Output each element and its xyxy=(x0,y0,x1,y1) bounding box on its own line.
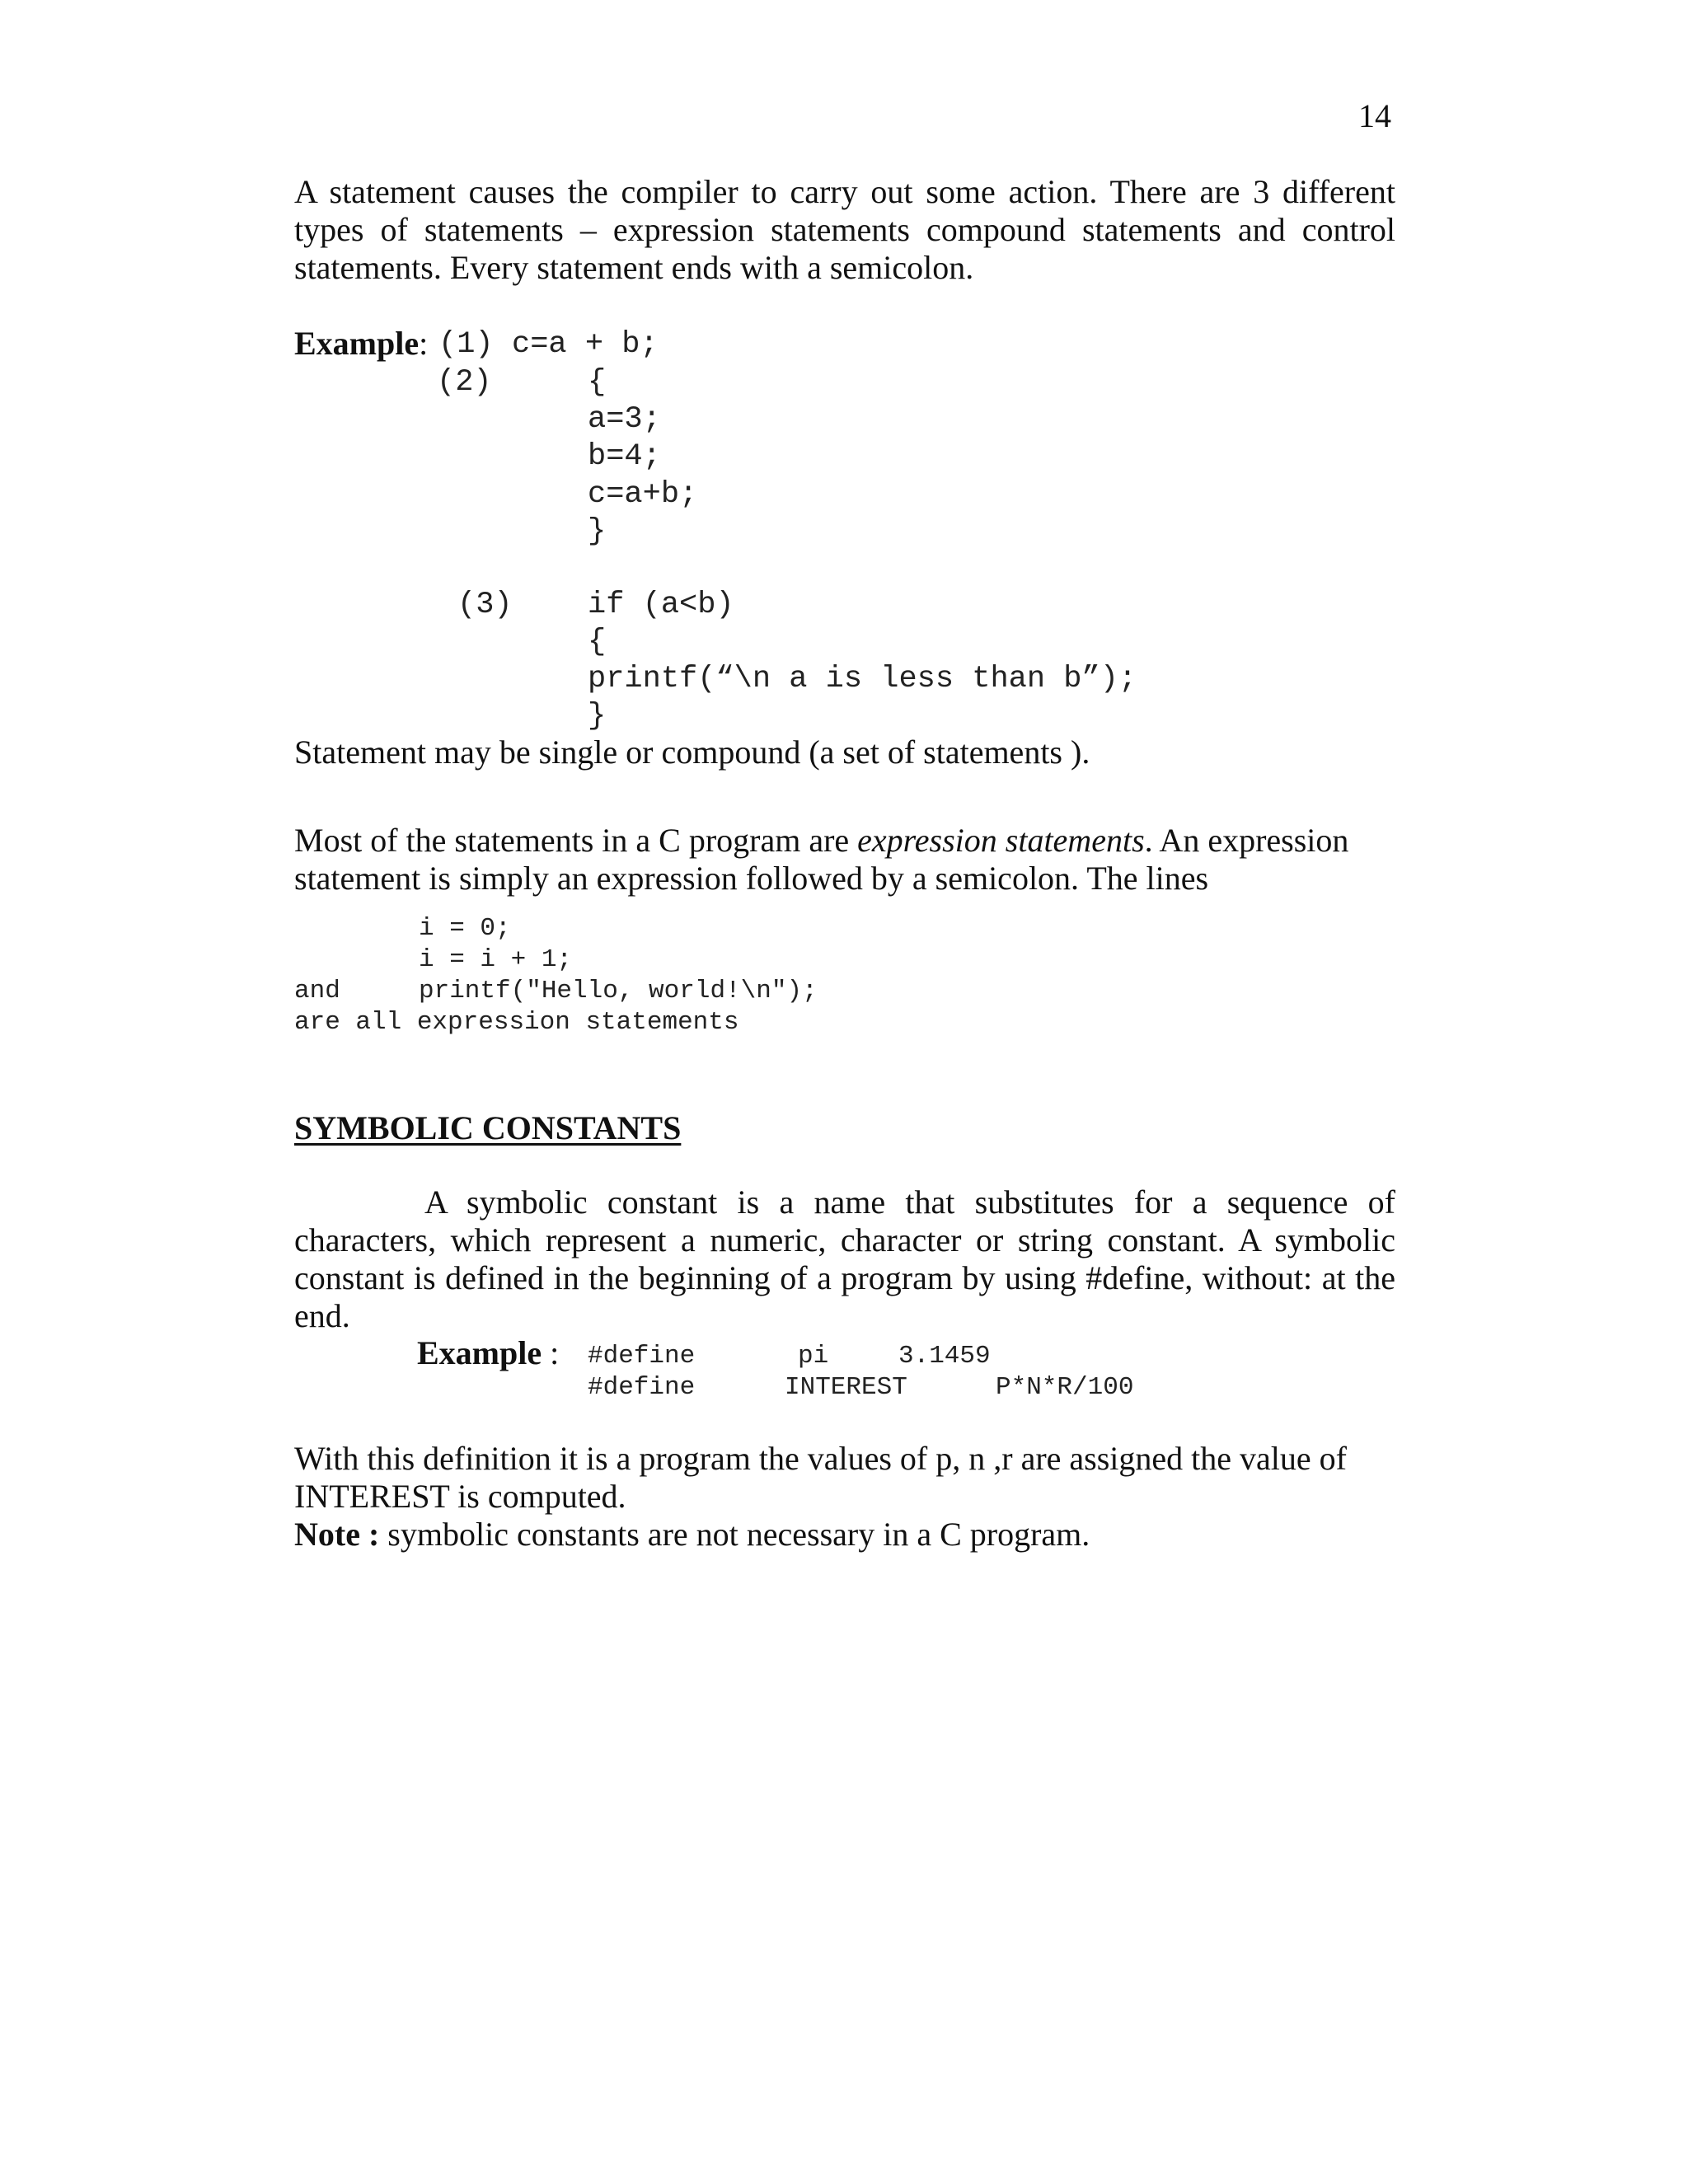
code-line: { xyxy=(588,625,607,659)
constant-value: 3.1459 xyxy=(898,1342,991,1371)
code-line: b=4; xyxy=(588,439,661,474)
code-directive: #define xyxy=(588,1373,696,1402)
example-label: Example: xyxy=(294,325,429,362)
example-number-1: (1) xyxy=(438,327,494,362)
code-line: c=a+b; xyxy=(588,477,698,512)
code-line: printf(“\n a is less than b”); xyxy=(588,662,1137,696)
code-line: a=3; xyxy=(588,402,661,437)
code-line: } xyxy=(588,514,607,549)
symbolic-paragraph: A symbolic constant is a name that substitutes for a sequence of characters, which represent a numeric, character or string constant. A symbolic constant is defined in the beginning of a program by using #define, without: at the end. xyxy=(294,1183,1395,1334)
expression-paragraph-line-2: statement is simply an expression followed by a semicolon. The lines xyxy=(294,860,1209,897)
definition-paragraph-line-1: With this definition it is a program the values of p, n ,r are assigned the value of xyxy=(294,1440,1347,1477)
constant-name: pi xyxy=(798,1342,829,1371)
page-number: 14 xyxy=(1358,97,1391,134)
example-number-3: (3) xyxy=(457,588,513,622)
expression-paragraph-line-1: Most of the statements in a C program are expression statements. An expression xyxy=(294,822,1349,859)
code-line: i = i + 1; xyxy=(419,945,573,974)
code-directive: #define xyxy=(588,1342,696,1371)
code-footer: are all expression statements xyxy=(294,1008,739,1037)
statement-note: Statement may be single or compound (a set of statements ). xyxy=(294,733,1090,771)
code-line: i = 0; xyxy=(419,914,511,943)
note: Note : symbolic constants are not necessary in a C program. xyxy=(294,1516,1090,1553)
code-line: c=a + b; xyxy=(512,327,659,362)
code-line: if (a<b) xyxy=(588,588,734,622)
example-label: Example : xyxy=(417,1334,560,1371)
definition-paragraph-line-2: INTEREST is computed. xyxy=(294,1478,626,1515)
code-line: printf("Hello, world!\n"); xyxy=(419,977,818,1005)
constant-value: P*N*R/100 xyxy=(996,1373,1134,1402)
code-line: { xyxy=(588,365,607,400)
constant-name: INTEREST xyxy=(785,1373,907,1402)
and-label: and xyxy=(294,977,340,1005)
example-number-2: (2) xyxy=(437,365,492,400)
section-heading: SYMBOLIC CONSTANTS xyxy=(294,1109,682,1146)
intro-paragraph: A statement causes the compiler to carry out some action. There are 3 different types of statements – expression statements compound statements and control statements. Every statement ends with a semicolon. xyxy=(294,173,1395,286)
code-line: } xyxy=(588,699,607,733)
